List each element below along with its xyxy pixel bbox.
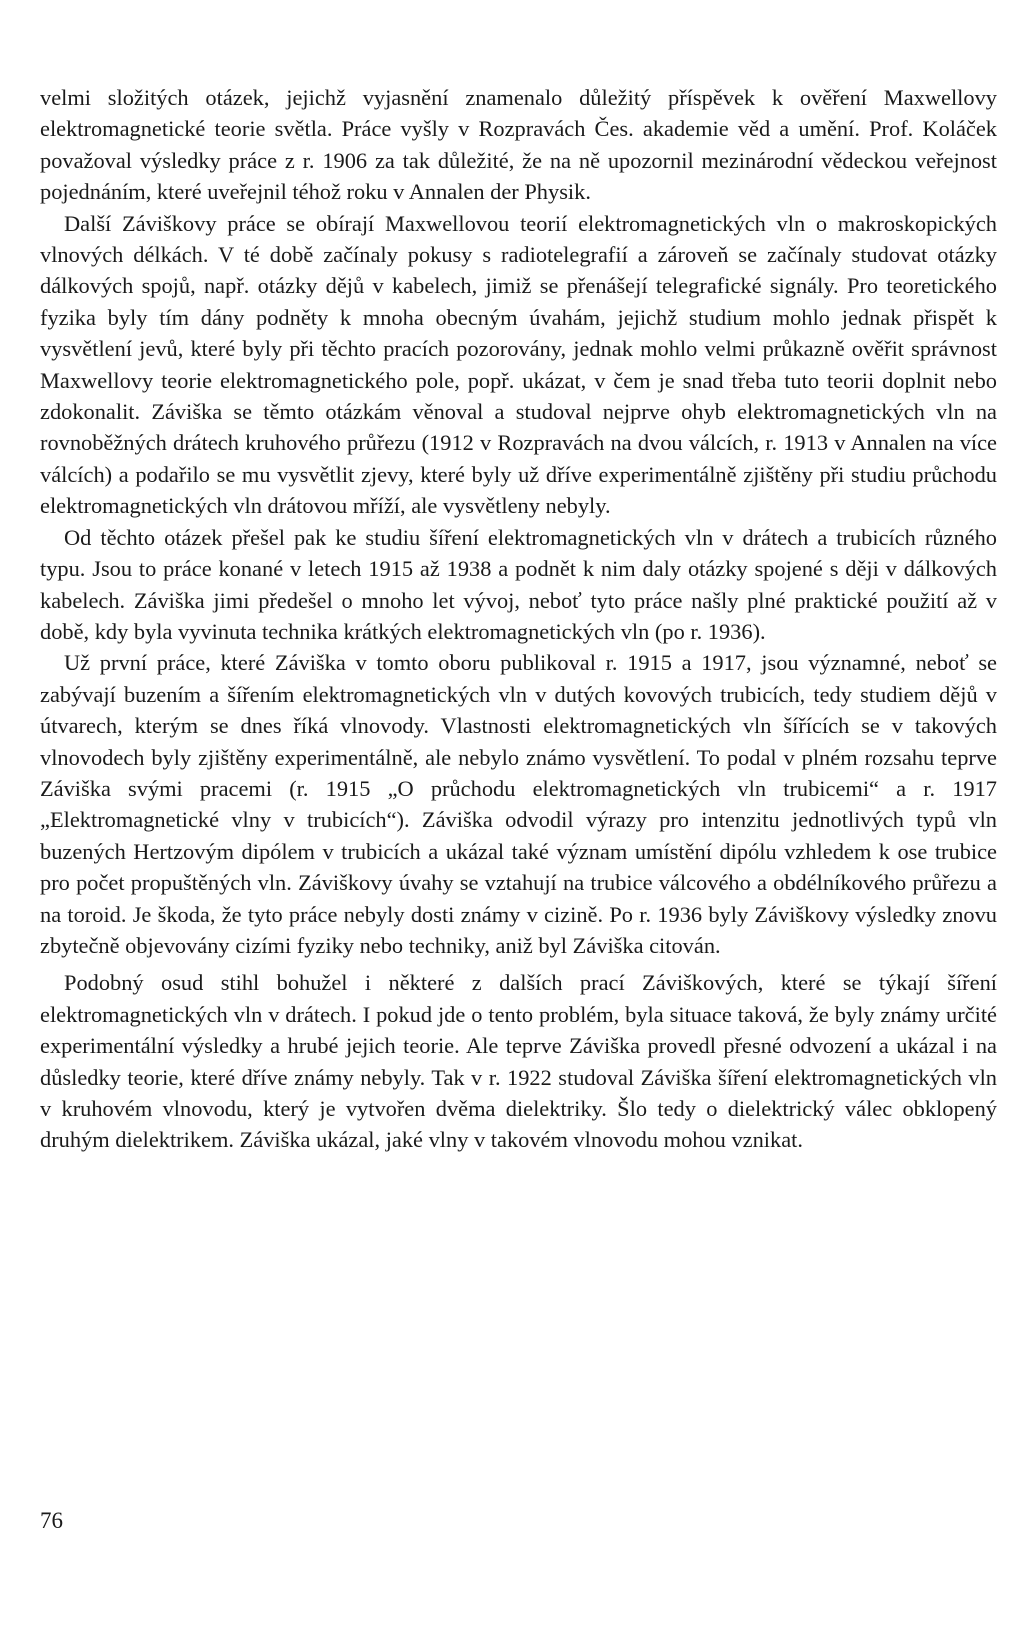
- paragraph-4: Už první práce, které Záviška v tomto oboru publikoval r. 1915 a 1917, jsou významné, neboť se zabývají buzením a šířením elektromagnetických vln v dutých kovových trubicích, tedy studiem dějů v útvarech, kterým se dnes říká vlnovody. Vlastnosti elektromagnetických vln šířících se v takových vlnovodech byly zjištěny experimentálně, ale nebylo známo vysvětlení. To podal v plném rozsahu teprve Záviška svými pracemi (r. 1915 „O průchodu elektromagnetických vln trubicemi“ a r. 1917 „Elektromagnetické vlny v trubicích“). Záviška odvodil výrazy pro intenzitu jednotlivých typů vln buzených Hertzovým dipólem v trubicích a ukázal také význam umístění dipólu vzhledem k ose trubice pro počet propuštěných vln. Záviškovy úvahy se vztahují na trubice válcového a obdélníkového průřezu a na toroid. Je škoda, že tyto práce nebyly dosti známy v cizině. Po r. 1936 byly Záviškovy výsledky znovu zbytečně objevovány cizími fyziky nebo techniky, aniž byl Záviška citován.: [40, 650, 997, 958]
- paragraph-1: velmi složitých otázek, jejichž vyjasnění znamenalo důležitý příspěvek k ověření Maxwellovy elektromagnetické teorie světla. Práce vyšly v Rozpravách Čes. akademie věd a umění. Prof. Koláček považoval výsledky práce z r. 1906 za tak důležité, že na ně upozornil mezinárodní vědeckou veřejnost pojednáním, které uveřejnil téhož roku v Annalen der Physik.: [40, 85, 997, 205]
- paragraph-3: Od těchto otázek přešel pak ke studiu šíření elektromagnetických vln v drátech a trubicích různého typu. Jsou to práce konané v letech 1915 až 1938 a podnět k nim daly otázky spojené s ději v dálkových kabelech. Záviška jimi předešel o mnoho let vývoj, neboť tyto práce našly plné praktické použití až v době, kdy byla vyvinuta technika krátkých elektromagnetických vln (po r. 1936).: [40, 524, 997, 644]
- paragraph-5: Podobný osud stihl bohužel i některé z dalších prací Záviškových, které se týkají šíření elektromagnetických vln v drátech. I pokud jde o tento problém, byla situace taková, že byly známy určité experimentální výsledky a hrubé jejich teorie. Ale teprve Záviška provedl přesné odvození a ukázal i na důsledky teorie, které dříve známy nebyly. Tak v r. 1922 studoval Záviška šíření elektromagnetických vln v kruhovém vlnovodu, který je vytvořen dvěma dielektriky. Šlo tedy o dielektrický válec obklopený druhým dielektrikem. Záviška ukázal, jaké vlny v takovém vlnovodu mohou vznikat.: [40, 970, 997, 1153]
- page-number: 76: [40, 1508, 63, 1533]
- paragraph-2: Další Záviškovy práce se obírají Maxwellovou teorií elektromagnetických vln o makroskopických vlnových délkách. V té době začínaly pokusy s radiotelegrafií a zároveň se začínaly studovat otázky dálkových spojů, např. otázky dějů v kabelech, jimiž se přenášejí telegrafické signály. Pro teoretického fyzika byly tím dány podněty k mnoha obecným úvahám, jejichž studium mohlo jednak přispět k vysvětlení jevů, které byly při těchto pracích pozorovány, jednak mohlo velmi průkazně ověřit správnost Maxwellovy teorie elektromagnetického pole, popř. ukázat, v čem je snad třeba tuto teorii doplnit nebo zdokonalit. Záviška se těmto otázkám věnoval a studoval nejprve ohyb elektromagnetických vln na rovnoběžných drátech kruhového průřezu (1912 v Rozpravách na dvou válcích, r. 1913 v Annalen na více válcích) a podařilo se mu vysvětlit zjevy, které byly už dříve experimentálně zjištěny při studiu průchodu elektromagnetických vln drátovou mříží, ale vysvětleny nebyly.: [40, 210, 997, 519]
- body-text: [40, 82, 997, 1156]
